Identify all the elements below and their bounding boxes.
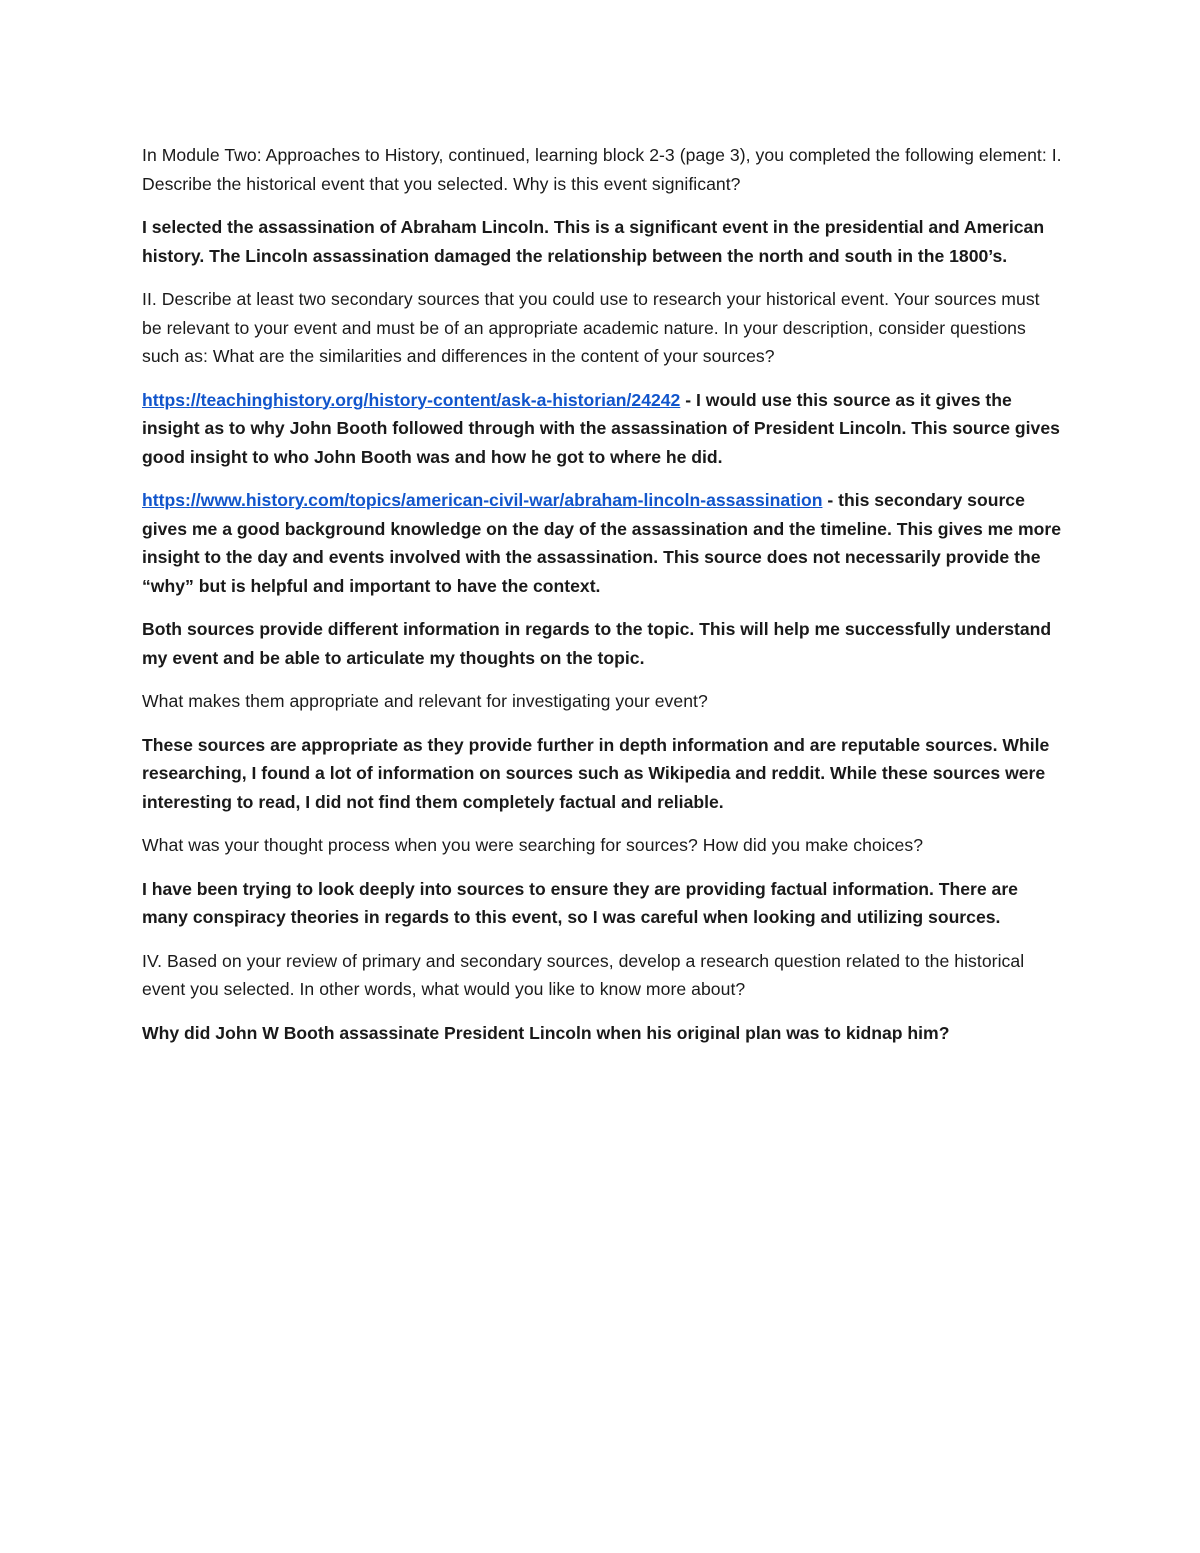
source-description-2: - this secondary source gives me a good background knowledge on the day of the assassination and the timeline. This gives me more insight to the day and events involved with the assassination. This source does not necessarily provide the “why” but is helpful and important to have the context.	[142, 490, 1061, 596]
source-link-history-com[interactable]: https://www.history.com/topics/american-civil-war/abraham-lincoln-assassination	[142, 490, 823, 510]
answer-paragraph-process: I have been trying to look deeply into sources to ensure they are providing factual information. There are many conspiracy theories in regards to this event, so I was careful when looking and utilizing sources.	[142, 878, 1018, 927]
source-link-teachinghistory[interactable]: https://teachinghistory.org/history-content/ask-a-historian/24242	[142, 389, 681, 410]
document-page	[142, 141, 1062, 1062]
answer-paragraph-comparison: Both sources provide different information in regards to the topic. This will help me successfully understand my event and be able to articulate my thoughts on the topic.	[142, 619, 1052, 668]
prompt-paragraph-4: What was your thought process when you were searching for sources? How did you make choices?	[142, 835, 924, 855]
source-paragraph-2	[142, 486, 1062, 600]
prompt-paragraph-5: IV. Based on your review of primary and secondary sources, develop a research question related to the historical event you selected. In other words, what would you like to know more about?	[142, 950, 1025, 999]
answer-paragraph-appropriate: These sources are appropriate as they provide further in depth information and are reputable sources. While researching, I found a lot of information on sources such as Wikipedia and reddit. While these sources were interesting to read, I did not find them completely factual and reliable.	[142, 734, 1050, 812]
answer-paragraph-event: I selected the assassination of Abraham Lincoln. This is a significant event in the presidential and American history. The Lincoln assassination damaged the relationship between the north and south in the 1800’s.	[142, 217, 1045, 266]
prompt-paragraph-2: II. Describe at least two secondary sources that you could use to research your historical event. Your sources must be relevant to your event and must be of an appropriate academic nature. In your description, consider questions such as: What are the similarities and differences in the content of your sources?	[142, 289, 1040, 366]
prompt-paragraph-1: In Module Two: Approaches to History, continued, learning block 2-3 (page 3), you completed the following element: I. Describe the historical event that you selected. Why is this event significant?	[142, 145, 1062, 194]
source-description-1: - I would use this source as it gives the insight as to why John Booth followed through with the assassination of President Lincoln. This source gives good insight to who John Booth was and how he got to where he did.	[142, 389, 1060, 467]
source-paragraph-1	[142, 386, 1062, 472]
answer-paragraph-research-question: Why did John W Booth assassinate President Lincoln when his original plan was to kidnap him?	[142, 1022, 950, 1043]
prompt-paragraph-3: What makes them appropriate and relevant for investigating your event?	[142, 691, 708, 711]
